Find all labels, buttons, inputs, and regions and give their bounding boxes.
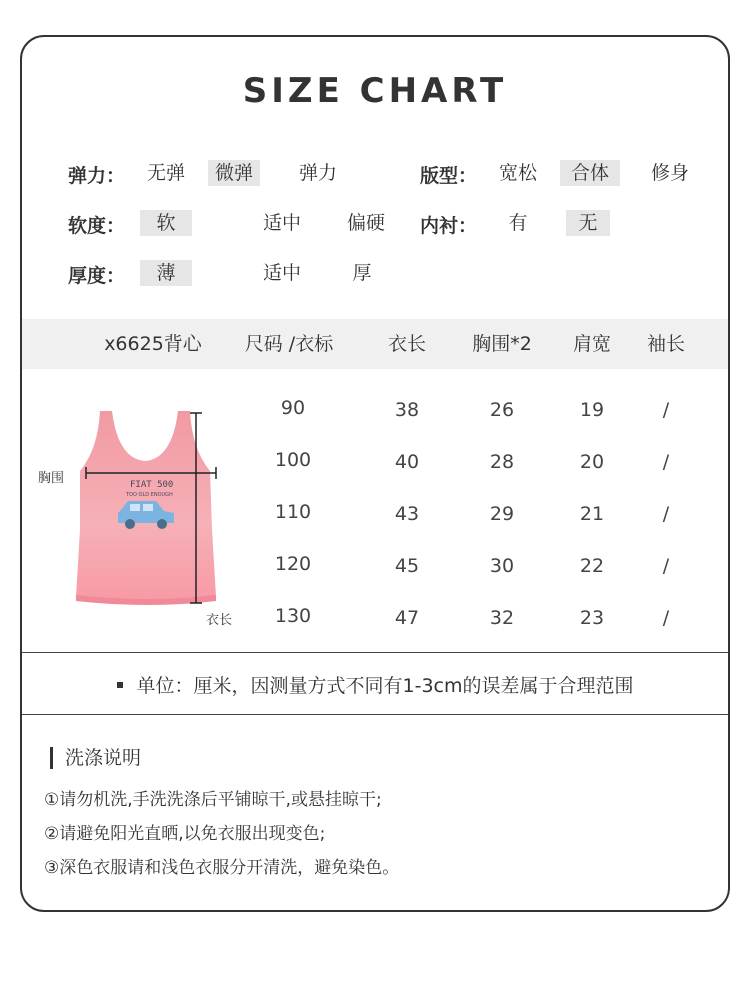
- cell-size: 130: [274, 605, 312, 627]
- length-label: 衣长: [206, 613, 233, 628]
- opt-slight-stretch: 微弹: [208, 160, 260, 186]
- cell-sleeve: /: [662, 399, 670, 421]
- size-chart-card: [20, 35, 730, 912]
- cell-chest: 28: [489, 451, 515, 473]
- opt-stretch: 弹力: [298, 162, 337, 184]
- measurement-lines: [82, 407, 242, 617]
- chest-label: 胸围: [38, 471, 65, 486]
- opt-thin: 薄: [140, 260, 192, 286]
- divider: [22, 652, 728, 653]
- header-size: 尺码 /衣标: [244, 333, 334, 355]
- cell-sleeve: /: [662, 607, 670, 629]
- cell-length: 47: [394, 607, 420, 629]
- cell-sleeve: /: [662, 451, 670, 473]
- cell-chest: 26: [489, 399, 515, 421]
- print-line-1: FIAT 500: [130, 480, 174, 490]
- opt-medium-thickness: 适中: [262, 262, 301, 284]
- washing-item: ①请勿机洗,手洗洗涤后平铺晾干,或悬挂晾干;: [44, 790, 382, 810]
- attr-fit: [420, 161, 720, 187]
- cell-sleeve: /: [662, 503, 670, 525]
- cell-chest: 29: [489, 503, 515, 525]
- header-length: 衣长: [387, 333, 426, 355]
- attr-elasticity: [68, 161, 368, 187]
- cell-chest: 30: [489, 555, 515, 577]
- header-product: x6625背心: [104, 333, 202, 355]
- attr-label: 弹力：: [68, 165, 126, 187]
- cell-length: 40: [394, 451, 420, 473]
- opt-no: 无: [566, 210, 610, 236]
- cell-sleeve: /: [662, 555, 670, 577]
- opt-regular: 合体: [560, 160, 620, 186]
- cell-length: 45: [394, 555, 420, 577]
- washing-title: 洗涤说明: [50, 747, 141, 769]
- header-shoulder: 肩宽: [572, 333, 611, 355]
- washing-item: ②请避免阳光直晒,以免衣服出现变色;: [44, 824, 326, 844]
- print-line-2: TOO OLD ENOUGH: [126, 492, 173, 498]
- opt-slim: 修身: [650, 162, 689, 184]
- unit-note: [22, 671, 728, 698]
- cell-chest: 32: [489, 607, 515, 629]
- opt-loose: 宽松: [498, 162, 537, 184]
- opt-stiff: 偏硬: [346, 212, 385, 234]
- page-title: SIZE CHART: [242, 71, 508, 111]
- opt-no-stretch: 无弹: [146, 162, 185, 184]
- header-chest: 胸围*2: [472, 333, 532, 355]
- unit-note-text: 单位：厘米，因测量方式不同有1-3cm的误差属于合理范围: [136, 675, 634, 697]
- cell-shoulder: 19: [579, 399, 605, 421]
- cell-shoulder: 22: [579, 555, 605, 577]
- attr-label: 软度：: [68, 215, 126, 237]
- cell-size: 120: [274, 553, 312, 575]
- attr-label: 内衬：: [420, 215, 478, 237]
- cell-length: 38: [394, 399, 420, 421]
- opt-medium: 适中: [262, 212, 301, 234]
- cell-size: 90: [280, 397, 306, 419]
- table-header: [22, 319, 728, 369]
- attr-softness: [68, 211, 385, 237]
- cell-shoulder: 23: [579, 607, 605, 629]
- cell-shoulder: 21: [579, 503, 605, 525]
- opt-soft: 软: [140, 210, 192, 236]
- opt-yes: 有: [508, 212, 528, 234]
- washing-item: ③深色衣服请和浅色衣服分开清洗，避免染色。: [44, 858, 400, 878]
- attr-thickness: [68, 261, 372, 287]
- header-sleeve: 袖长: [646, 333, 685, 355]
- cell-length: 43: [394, 503, 420, 525]
- bullet-icon: [117, 682, 123, 688]
- cell-shoulder: 20: [579, 451, 605, 473]
- attr-label: 厚度：: [68, 265, 126, 287]
- divider: [22, 714, 728, 715]
- attr-lining: [420, 211, 720, 237]
- opt-thick: 厚: [352, 262, 372, 284]
- cell-size: 100: [274, 449, 312, 471]
- attr-label: 版型：: [420, 165, 478, 187]
- cell-size: 110: [274, 501, 312, 523]
